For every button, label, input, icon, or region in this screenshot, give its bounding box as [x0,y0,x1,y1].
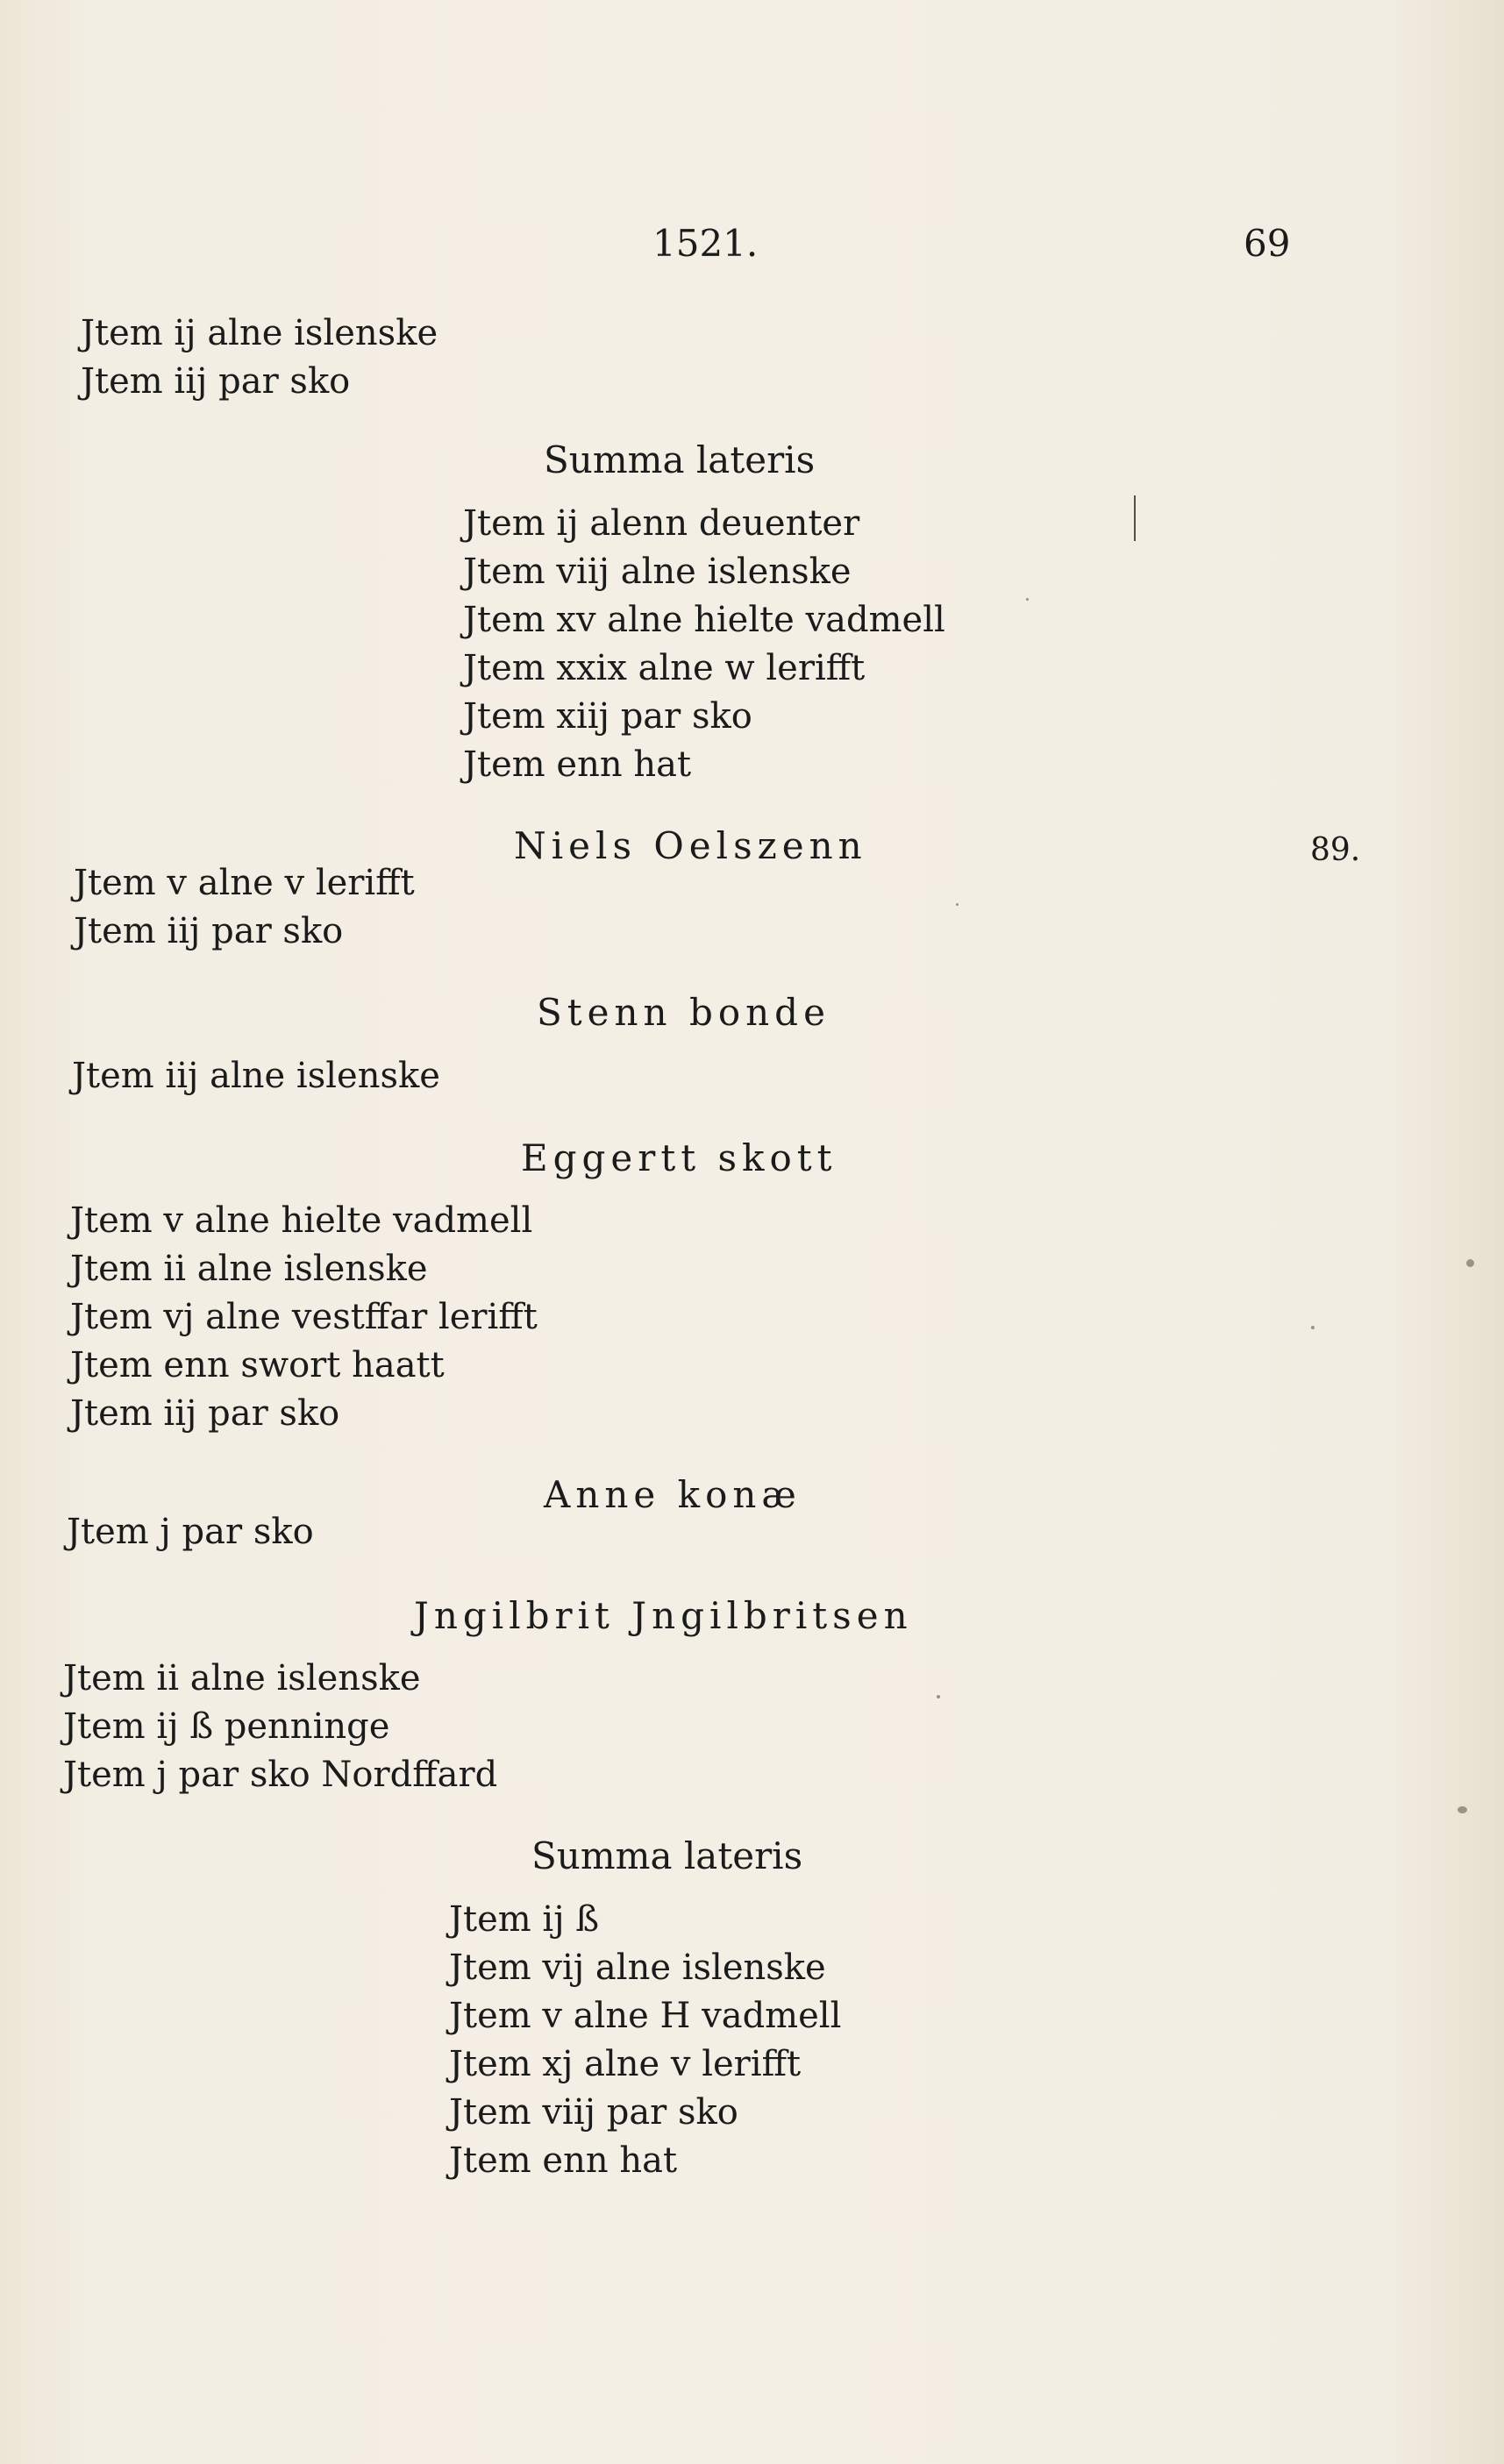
entry-line: Jtem xv alne hielte vadmell [463,600,945,640]
entry-line: Jtem iij alne islenske [72,1056,440,1096]
entry-line: Jtem viij alne islenske [463,552,852,592]
entry-line: Jtem vij alne islenske [449,1948,826,1988]
entry-line: Jtem iij par sko [74,911,344,951]
entry-line: Jtem ij alne islenske [81,313,438,353]
entry-line: Jtem ij ß penninge [63,1706,390,1747]
scan-speck [937,1695,940,1698]
scan-speck [1311,1326,1315,1329]
section-heading: Summa lateris [531,1834,803,1877]
entry-line: Jtem iij par sko [70,1393,340,1434]
section-heading: Jngilbrit Jngilbritsen [414,1594,913,1637]
section-heading: Stenn bonde [537,991,830,1034]
entry-line: Jtem ij ß [449,1899,600,1940]
section-heading: Anne konæ [544,1473,802,1516]
scan-speck [1466,1259,1474,1267]
entry-line: Jtem viij par sko [449,2092,738,2133]
scan-speck [956,903,959,906]
entry-line: Jtem vj alne vestffar lerifft [70,1297,538,1337]
margin-number: 89. [1310,832,1361,868]
section-heading: Eggertt skott [521,1136,838,1179]
entry-line: Jtem enn hat [463,744,692,785]
entry-line: Jtem j par sko Nordffard [63,1755,498,1795]
entry-line: Jtem j par sko [67,1512,314,1552]
entry-line: Jtem v alne hielte vadmell [70,1200,533,1241]
scan-speck [1458,1806,1467,1813]
running-head-year: 1521. [652,222,759,265]
scan-mark [1134,495,1136,541]
entry-line: Jtem iij par sko [81,361,351,402]
page-number: 69 [1244,222,1291,265]
entry-line: Jtem xxix alne w lerifft [463,648,866,688]
entry-line: Jtem enn swort haatt [70,1345,445,1385]
entry-line: Jtem v alne v lerifft [74,863,415,903]
scan-speck [1026,598,1029,601]
section-heading: Niels Oelszenn [514,824,867,867]
entry-line: Jtem v alne H vadmell [449,1996,842,2036]
section-heading: Summa lateris [544,438,816,481]
entry-line: Jtem xj alne v lerifft [449,2044,802,2084]
entry-line: Jtem xiij par sko [463,696,752,737]
entry-line: Jtem ii alne islenske [63,1658,421,1698]
entry-line: Jtem ij alenn deuenter [463,503,860,544]
entry-line: Jtem ii alne islenske [70,1249,428,1289]
entry-line: Jtem enn hat [449,2140,678,2181]
